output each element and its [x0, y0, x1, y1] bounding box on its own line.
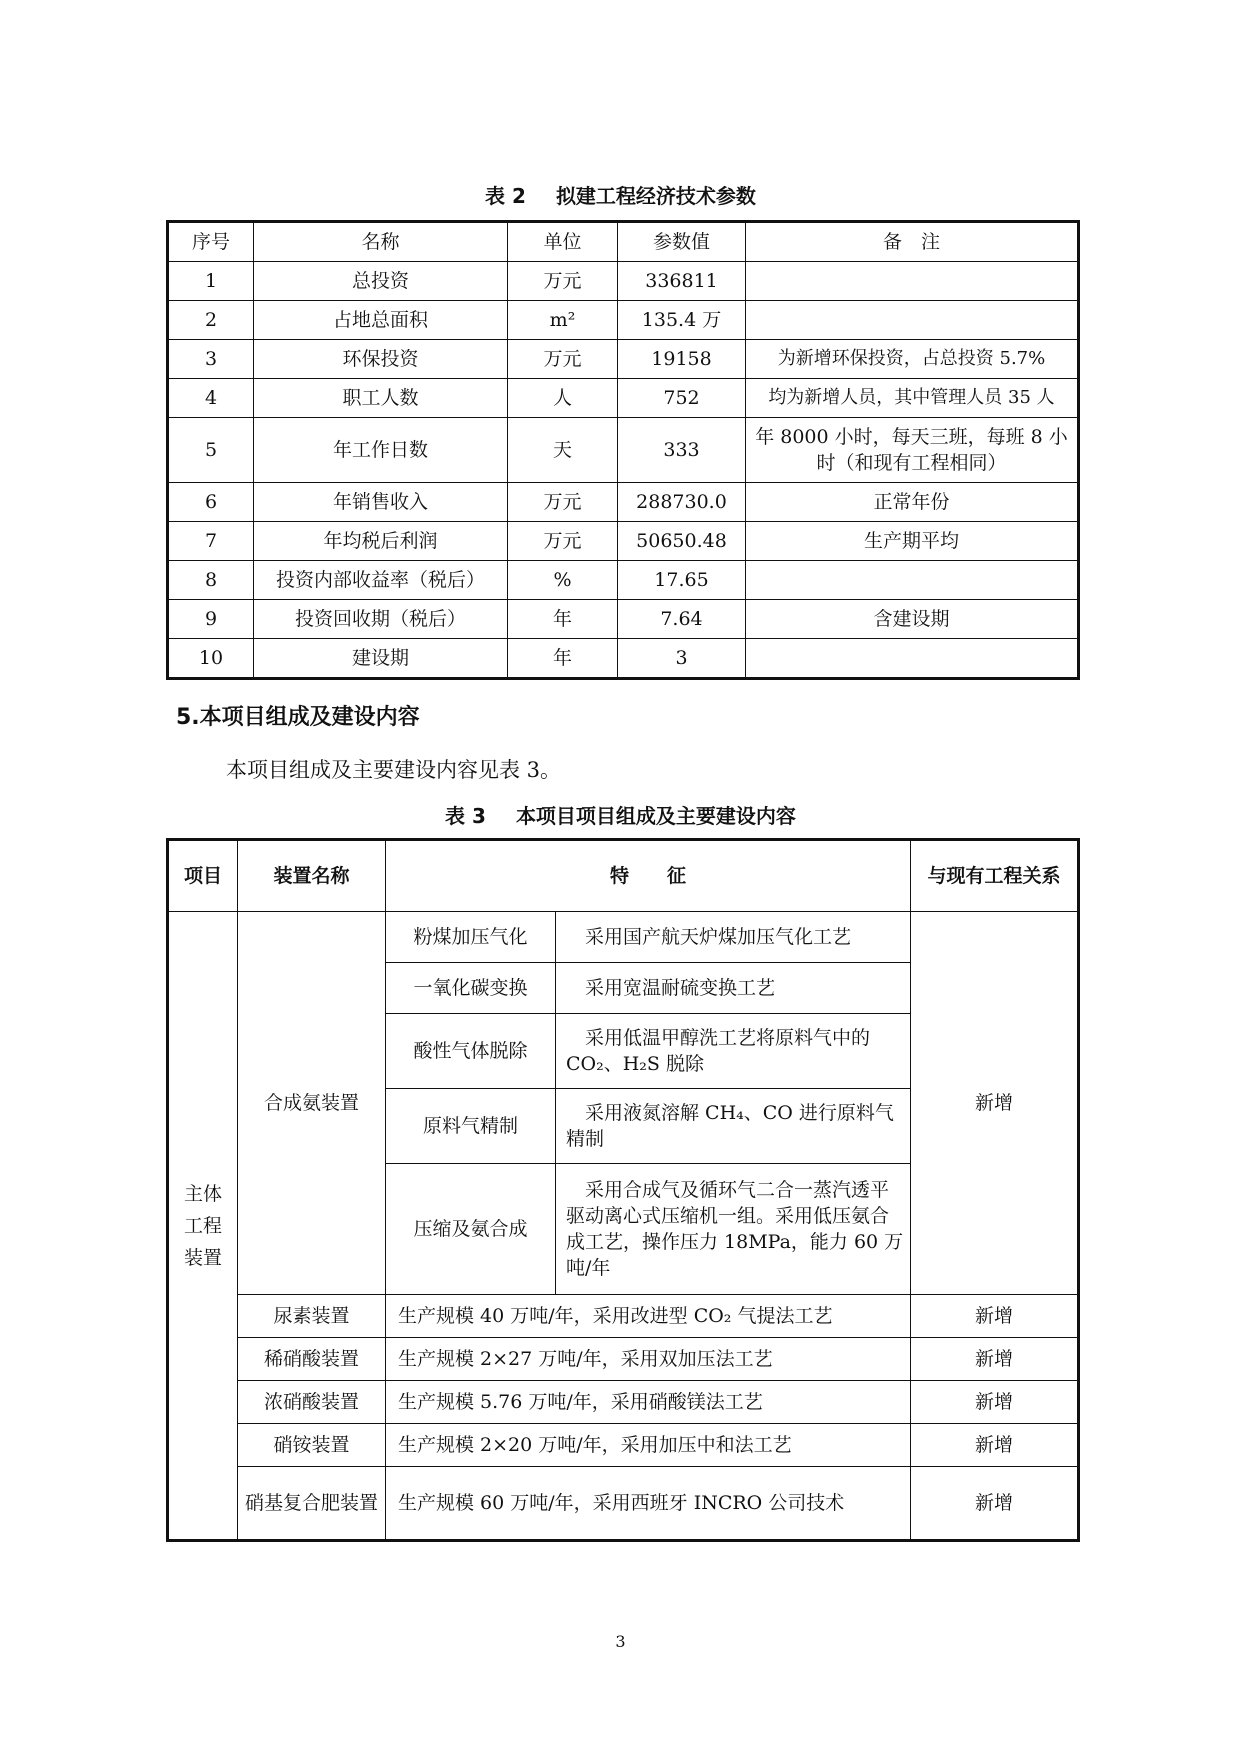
table-cell: m²	[508, 301, 618, 340]
table-cell: 7.64	[618, 600, 746, 639]
table-row	[168, 1381, 1079, 1424]
table-cell: 年 8000 小时，每天三班，每班 8 小时（和现有工程相同）	[746, 418, 1079, 483]
table-cell: 环保投资	[254, 340, 508, 379]
relation-cell: 新增	[911, 1467, 1079, 1541]
category-cell: 主体工程装置	[168, 912, 238, 1541]
subunit-desc-cell: 采用液氮溶解 CH₄、CO 进行原料气精制	[556, 1089, 911, 1164]
table2-header-cell: 序号	[168, 222, 254, 262]
table-cell: 10	[168, 639, 254, 679]
unit-name-cell: 浓硝酸装置	[238, 1381, 386, 1424]
subunit-desc-cell: 采用宽温耐硫变换工艺	[556, 963, 911, 1014]
table-cell: 9	[168, 600, 254, 639]
table-cell: 万元	[508, 483, 618, 522]
subunit-desc-cell: 采用国产航天炉煤加压气化工艺	[556, 912, 911, 963]
unit-desc-cell: 生产规模 5.76 万吨/年，采用硝酸镁法工艺	[386, 1381, 911, 1424]
table-row	[168, 1338, 1079, 1381]
table-cell: 2	[168, 301, 254, 340]
table-cell: %	[508, 561, 618, 600]
table-cell: 年	[508, 600, 618, 639]
subunit-name-cell: 原料气精制	[386, 1089, 556, 1164]
table-row	[168, 483, 1079, 522]
table-cell: 288730.0	[618, 483, 746, 522]
table3-header-row	[168, 840, 1079, 912]
relation-cell: 新增	[911, 1338, 1079, 1381]
table2-header-row	[168, 222, 1079, 262]
table-cell: 1	[168, 262, 254, 301]
subunit-name-cell: 一氧化碳变换	[386, 963, 556, 1014]
relation-cell: 新增	[911, 912, 1079, 1295]
table2-header-cell: 名称	[254, 222, 508, 262]
table3-project-composition	[166, 838, 1080, 1542]
table-cell: 含建设期	[746, 600, 1079, 639]
table-cell	[746, 561, 1079, 600]
table-cell	[746, 639, 1079, 679]
table-cell: 8	[168, 561, 254, 600]
table-cell: 4	[168, 379, 254, 418]
table-cell: 正常年份	[746, 483, 1079, 522]
unit-desc-cell: 生产规模 2×20 万吨/年，采用加压中和法工艺	[386, 1424, 911, 1467]
table-cell: 年工作日数	[254, 418, 508, 483]
unit-name-cell: 尿素装置	[238, 1295, 386, 1338]
section-heading: 5.本项目组成及建设内容	[176, 705, 420, 730]
relation-cell: 新增	[911, 1295, 1079, 1338]
table-row	[168, 639, 1079, 679]
unit-name-cell: 稀硝酸装置	[238, 1338, 386, 1381]
unit-desc-cell: 生产规模 40 万吨/年，采用改进型 CO₂ 气提法工艺	[386, 1295, 911, 1338]
table-cell: 336811	[618, 262, 746, 301]
table3-caption	[0, 800, 1241, 829]
table-cell: 投资内部收益率（税后）	[254, 561, 508, 600]
subunit-name-cell: 酸性气体脱除	[386, 1014, 556, 1089]
table-row	[168, 301, 1079, 340]
table-row	[168, 340, 1079, 379]
table-cell: 万元	[508, 522, 618, 561]
subunit-name-cell: 粉煤加压气化	[386, 912, 556, 963]
table-cell: 3	[168, 340, 254, 379]
table3-header-cell: 装置名称	[238, 840, 386, 912]
table-cell: 为新增环保投资，占总投资 5.7%	[746, 340, 1079, 379]
table-row	[168, 600, 1079, 639]
unit-name-cell: 合成氨装置	[238, 912, 386, 1295]
section-paragraph: 本项目组成及主要建设内容见表 3。	[226, 758, 562, 782]
table-cell	[746, 262, 1079, 301]
subunit-name-cell: 压缩及氨合成	[386, 1164, 556, 1295]
relation-cell: 新增	[911, 1381, 1079, 1424]
table-cell: 均为新增人员，其中管理人员 35 人	[746, 379, 1079, 418]
table-cell: 人	[508, 379, 618, 418]
table2-economic-parameters	[166, 220, 1080, 680]
unit-desc-cell: 生产规模 60 万吨/年，采用西班牙 INCRO 公司技术	[386, 1467, 911, 1541]
table3-header-cell: 特 征	[386, 840, 911, 912]
page-number: 3	[615, 1632, 626, 1651]
table-cell	[746, 301, 1079, 340]
table-row	[168, 912, 1079, 963]
subunit-desc-cell: 采用合成气及循环气二合一蒸汽透平驱动离心式压缩机一组。采用低压氨合成工艺，操作压力 18MPa，能力 60 万吨/年	[556, 1164, 911, 1295]
table-row	[168, 1424, 1079, 1467]
table-cell: 135.4 万	[618, 301, 746, 340]
table-cell: 7	[168, 522, 254, 561]
table-row	[168, 418, 1079, 483]
table-row	[168, 262, 1079, 301]
table-cell: 50650.48	[618, 522, 746, 561]
table2-header-cell: 备 注	[746, 222, 1079, 262]
unit-name-cell: 硝铵装置	[238, 1424, 386, 1467]
table-row	[168, 522, 1079, 561]
relation-cell: 新增	[911, 1424, 1079, 1467]
unit-name-cell: 硝基复合肥装置	[238, 1467, 386, 1541]
table-cell: 年	[508, 639, 618, 679]
table3-caption-title: 本项目项目组成及主要建设内容	[515, 804, 796, 828]
table2-header-cell: 参数值	[618, 222, 746, 262]
table-cell: 天	[508, 418, 618, 483]
table-cell: 年销售收入	[254, 483, 508, 522]
table3-caption-number: 表 3	[445, 804, 486, 828]
table-cell: 投资回收期（税后）	[254, 600, 508, 639]
table-cell: 万元	[508, 262, 618, 301]
table-row	[168, 1295, 1079, 1338]
table3-header-cell: 与现有工程关系	[911, 840, 1079, 912]
table-cell: 年均税后利润	[254, 522, 508, 561]
table-row	[168, 1467, 1079, 1541]
table-cell: 生产期平均	[746, 522, 1079, 561]
table2-caption	[0, 180, 1241, 209]
table-cell: 19158	[618, 340, 746, 379]
table3-header-cell: 项目	[168, 840, 238, 912]
table-cell: 752	[618, 379, 746, 418]
table-row	[168, 379, 1079, 418]
table-cell: 333	[618, 418, 746, 483]
table-cell: 职工人数	[254, 379, 508, 418]
subunit-desc-cell: 采用低温甲醇洗工艺将原料气中的 CO₂、H₂S 脱除	[556, 1014, 911, 1089]
table-cell: 万元	[508, 340, 618, 379]
table-cell: 占地总面积	[254, 301, 508, 340]
table-cell: 17.65	[618, 561, 746, 600]
table-cell: 5	[168, 418, 254, 483]
unit-desc-cell: 生产规模 2×27 万吨/年，采用双加压法工艺	[386, 1338, 911, 1381]
table-cell: 3	[618, 639, 746, 679]
table-cell: 建设期	[254, 639, 508, 679]
table2-header-cell: 单位	[508, 222, 618, 262]
table-cell: 总投资	[254, 262, 508, 301]
table-row	[168, 561, 1079, 600]
table-cell: 6	[168, 483, 254, 522]
table2-caption-number: 表 2	[485, 184, 526, 208]
table2-caption-title: 拟建工程经济技术参数	[555, 184, 756, 208]
